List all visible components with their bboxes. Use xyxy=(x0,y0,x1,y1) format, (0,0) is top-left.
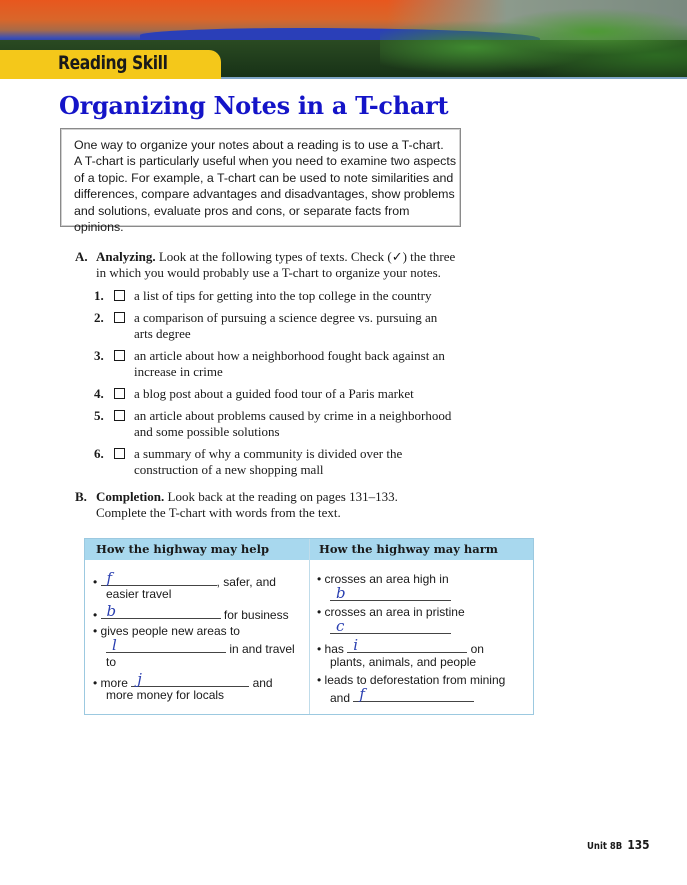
answer-blank[interactable] xyxy=(330,617,451,635)
help-item-3-end: to xyxy=(106,655,117,669)
info-line: A T-chart is particularly useful when you need to examine two aspects xyxy=(74,154,457,169)
item-line: a blog post about a guided food tour of a Paris market xyxy=(134,386,414,401)
checkbox[interactable] xyxy=(114,448,125,459)
harm-item-3-cont: plants, animals, and people xyxy=(330,655,477,669)
handwritten-answer: l xyxy=(112,636,117,654)
bullet: • xyxy=(317,572,325,586)
answer-blank[interactable] xyxy=(330,584,451,602)
item-text: has xyxy=(324,642,348,656)
info-line: of a topic. For example, a T-chart can be used to note similarities and xyxy=(74,170,454,185)
bullet: • xyxy=(93,624,101,638)
item-text: crosses an area in pristine xyxy=(324,605,465,619)
column-divider xyxy=(309,539,310,714)
handwritten-answer: i xyxy=(353,636,359,654)
item-text xyxy=(134,348,474,380)
item-line: a comparison of pursuing a science degree vs. pursuing an xyxy=(134,310,438,325)
checkbox[interactable] xyxy=(114,290,125,301)
help-item-3-cont xyxy=(106,636,295,657)
item-text: and xyxy=(249,676,273,690)
item-number: 1. xyxy=(94,288,104,303)
handwritten-answer: b xyxy=(336,584,346,602)
item-line: construction of a new shopping mall xyxy=(134,462,324,477)
item-line: a list of tips for getting into the top college in the country xyxy=(134,288,432,303)
item-number: 4. xyxy=(94,386,104,401)
item-text: crosses an area high in xyxy=(324,572,449,586)
answer-blank[interactable] xyxy=(101,602,221,620)
bullet: • xyxy=(317,673,325,687)
item-text xyxy=(134,310,474,342)
handwritten-answer: f xyxy=(359,685,365,703)
checkbox[interactable] xyxy=(114,350,125,361)
info-line: and solutions, evaluate pros and cons, or separate facts from opinions. xyxy=(74,203,410,235)
exercise-instruction xyxy=(96,249,476,281)
item-text xyxy=(134,446,474,478)
exercise-letter: A. xyxy=(75,249,88,264)
item-number: 6. xyxy=(94,446,104,461)
item-text: leads to deforestation from mining xyxy=(324,673,506,687)
exercise-instruction xyxy=(96,489,476,521)
item-line: an article about how a neighborhood fought back against an xyxy=(134,348,445,363)
item-text xyxy=(134,408,474,440)
handwritten-answer: j xyxy=(137,670,142,688)
item-line: and some possible solutions xyxy=(134,424,280,439)
answer-blank[interactable] xyxy=(101,569,217,587)
info-line: One way to organize your notes about a reading is to use a T-chart. xyxy=(74,138,444,152)
help-item-4-cont: more money for locals xyxy=(106,688,225,702)
exercise-label: Analyzing. xyxy=(96,249,156,264)
page-footer xyxy=(587,837,650,852)
item-line: an article about problems caused by crime in a neighborhood xyxy=(134,408,452,423)
bullet: • xyxy=(93,575,101,589)
help-item-1-cont: easier travel xyxy=(106,587,172,601)
item-number: 3. xyxy=(94,348,104,363)
info-line: differences, compare advantages and disadvantages, show problems xyxy=(74,187,455,202)
unit-label: Unit 8B xyxy=(587,841,623,852)
info-box xyxy=(60,128,461,235)
bullet: • xyxy=(317,605,325,619)
item-number: 2. xyxy=(94,310,104,325)
item-text: gives people new areas to xyxy=(100,624,240,638)
bullet: • xyxy=(93,608,101,622)
item-line: arts degree xyxy=(134,326,191,341)
item-line: a summary of why a community is divided over the xyxy=(134,446,403,461)
item-text: more xyxy=(100,676,132,690)
item-text: and xyxy=(330,691,354,705)
page-title: Organizing Notes in a T-chart xyxy=(59,91,449,120)
item-text xyxy=(134,288,474,304)
bullet: • xyxy=(317,642,325,656)
item-text xyxy=(134,386,474,402)
bullet: • xyxy=(93,676,101,690)
page-number: 135 xyxy=(627,837,650,852)
reading-skill-tab xyxy=(0,50,221,79)
harm-item-4 xyxy=(317,673,505,688)
handwritten-answer: f xyxy=(106,569,113,587)
checkbox[interactable] xyxy=(114,410,125,421)
checkbox[interactable] xyxy=(114,388,125,399)
exercise-letter: B. xyxy=(75,489,87,504)
instruction-text: Look at the following types of texts. Check (✓) the three xyxy=(155,249,456,264)
checkbox[interactable] xyxy=(114,312,125,323)
answer-blank[interactable] xyxy=(353,685,474,703)
item-line: increase in crime xyxy=(134,364,223,379)
instruction-text: in which you would probably use a T-chart to organize your notes. xyxy=(96,265,441,280)
banner-leaves xyxy=(380,0,687,79)
item-text: , safer, and xyxy=(216,575,276,589)
instruction-text: Look back at the reading on pages 131–133. xyxy=(164,489,398,504)
header-help: How the highway may help xyxy=(96,542,269,556)
item-text: for business xyxy=(220,608,289,622)
harm-item-1-cont xyxy=(330,584,451,605)
t-chart xyxy=(84,538,534,715)
handwritten-answer: c xyxy=(336,617,345,635)
item-text: in and travel xyxy=(226,642,295,656)
item-number: 5. xyxy=(94,408,104,423)
instruction-text: Complete the T-chart with words from the text. xyxy=(96,505,341,520)
harm-item-4-cont xyxy=(330,685,474,706)
answer-blank[interactable] xyxy=(106,636,226,654)
item-text: on xyxy=(467,642,484,656)
reading-skill-label: Reading Skill xyxy=(58,52,168,74)
header-harm: How the highway may harm xyxy=(319,542,498,556)
help-item-2 xyxy=(93,602,289,623)
answer-blank[interactable] xyxy=(131,670,249,688)
harm-item-2-cont xyxy=(330,617,451,638)
exercise-label: Completion. xyxy=(96,489,165,504)
answer-blank[interactable] xyxy=(347,636,467,654)
handwritten-answer: b xyxy=(106,602,117,620)
